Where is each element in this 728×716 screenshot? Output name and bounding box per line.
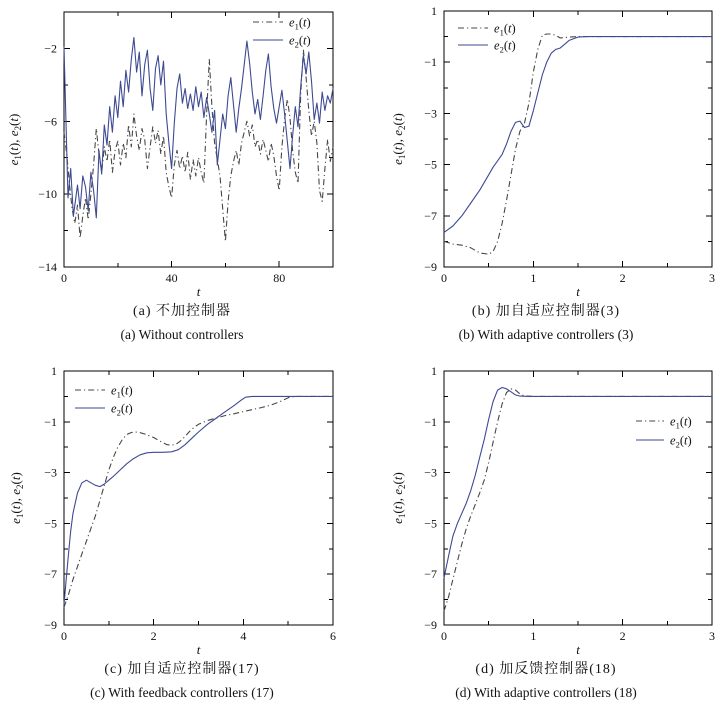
y-tick-label: −7 bbox=[424, 567, 437, 582]
y-tick-label: −1 bbox=[44, 414, 57, 429]
y-tick-label: −9 bbox=[424, 260, 437, 274]
chart-d-canvas bbox=[364, 358, 728, 658]
x-tick-label: 3 bbox=[709, 629, 715, 643]
y-tick-label: −6 bbox=[44, 114, 57, 129]
legend-label-e1: $e_1(t)$ bbox=[289, 15, 311, 32]
y-tick-label: 1 bbox=[431, 4, 437, 18]
y-axis-label: $e_1(t)$, $e_2(t)$ bbox=[6, 113, 23, 166]
caption-b-zh: (b) 加自适应控制器(3) bbox=[471, 304, 621, 319]
legend-label-e2: $e_2(t)$ bbox=[670, 433, 692, 450]
panel-c bbox=[0, 358, 364, 716]
y-tick-label: −1 bbox=[424, 55, 437, 70]
y-tick-label: −1 bbox=[424, 414, 437, 429]
chart-b-canvas bbox=[364, 0, 728, 300]
legend bbox=[253, 16, 311, 50]
chart-a-canvas bbox=[0, 0, 364, 300]
y-tick-label: −7 bbox=[424, 208, 437, 223]
y-tick-label: −5 bbox=[44, 516, 57, 531]
plot-box bbox=[444, 11, 712, 267]
x-tick-label: 1 bbox=[530, 629, 537, 643]
y-tick-label: −3 bbox=[424, 465, 437, 480]
legend-label-e1: $e_1(t)$ bbox=[670, 414, 692, 431]
y-axis-label: $e_1(t)$, $e_2(t)$ bbox=[390, 472, 407, 524]
caption-d-en: (d) With adaptive controllers (18) bbox=[455, 685, 637, 701]
caption-a-zh: (a) 不加控制器 bbox=[132, 304, 232, 319]
caption-c bbox=[0, 662, 364, 701]
x-tick-label: 0 bbox=[441, 271, 447, 285]
y-tick-label: −3 bbox=[424, 106, 437, 121]
y-axis-label: $e_1(t)$, $e_2(t)$ bbox=[390, 113, 407, 165]
legend-label-e2: $e_2(t)$ bbox=[111, 401, 133, 418]
x-axis-label: t bbox=[576, 642, 580, 657]
y-tick-label: −14 bbox=[38, 260, 57, 274]
panel-d bbox=[364, 358, 728, 716]
y-tick-label: −7 bbox=[44, 567, 57, 582]
x-tick-label: 3 bbox=[709, 271, 715, 285]
x-tick-label: 2 bbox=[619, 629, 626, 643]
legend bbox=[636, 415, 692, 450]
x-tick-label: 4 bbox=[240, 629, 247, 643]
caption-b-en: (b) With adaptive controllers (3) bbox=[458, 327, 634, 343]
x-tick-label: 0 bbox=[61, 629, 67, 643]
x-axis-label: t bbox=[196, 284, 201, 299]
series-e1-line bbox=[64, 50, 333, 241]
x-tick-label: 0 bbox=[441, 629, 447, 643]
caption-d bbox=[364, 662, 728, 701]
y-tick-label: 1 bbox=[51, 364, 57, 378]
legend bbox=[75, 384, 133, 418]
x-tick-label: 80 bbox=[273, 271, 286, 285]
chart-c-canvas bbox=[0, 358, 364, 658]
legend-label-e1: $e_1(t)$ bbox=[494, 21, 516, 38]
series-e1-line bbox=[64, 396, 333, 607]
caption-c-en: (c) With feedback controllers (17) bbox=[90, 685, 274, 701]
legend-label-e1: $e_1(t)$ bbox=[111, 383, 133, 400]
y-tick-label: −2 bbox=[44, 41, 57, 56]
panel-a bbox=[0, 0, 364, 358]
y-tick-label: 1 bbox=[431, 364, 437, 378]
x-tick-label: 2 bbox=[619, 271, 626, 285]
caption-c-zh: (c) 加自适应控制器(17) bbox=[104, 662, 260, 677]
legend-label-e2: $e_2(t)$ bbox=[494, 38, 516, 55]
plot-a bbox=[0, 0, 364, 300]
caption-d-zh: (d) 加反馈控制器(18) bbox=[475, 662, 617, 677]
y-tick-label: −5 bbox=[424, 516, 437, 531]
x-axis-label: t bbox=[576, 284, 580, 299]
plot-d bbox=[364, 358, 728, 658]
y-axis-label: $e_1(t)$, $e_2(t)$ bbox=[8, 472, 25, 524]
series-e1-line bbox=[444, 34, 712, 254]
x-axis-label: t bbox=[196, 642, 201, 657]
plot-box bbox=[444, 371, 712, 625]
x-tick-label: 2 bbox=[150, 629, 157, 643]
plot-b bbox=[364, 0, 728, 300]
caption-a bbox=[0, 304, 364, 343]
legend-label-e2: $e_2(t)$ bbox=[289, 33, 311, 50]
y-tick-label: −10 bbox=[38, 187, 57, 202]
series-e2-line bbox=[64, 396, 333, 604]
x-tick-label: 40 bbox=[165, 271, 178, 285]
plot-c bbox=[0, 358, 364, 658]
panel-b bbox=[364, 0, 728, 358]
legend bbox=[458, 22, 516, 55]
y-tick-label: −5 bbox=[424, 157, 437, 172]
y-tick-label: −9 bbox=[44, 618, 57, 632]
caption-a-en: (a) Without controllers bbox=[120, 327, 244, 343]
y-tick-label: −9 bbox=[424, 618, 437, 632]
y-tick-label: −3 bbox=[44, 465, 57, 480]
caption-b bbox=[364, 304, 728, 343]
x-tick-label: 0 bbox=[61, 271, 67, 285]
series-e2-line bbox=[444, 37, 712, 233]
plot-box bbox=[64, 371, 333, 625]
x-tick-label: 6 bbox=[330, 629, 336, 643]
x-tick-label: 1 bbox=[530, 271, 537, 285]
series-e2-line bbox=[64, 38, 333, 218]
